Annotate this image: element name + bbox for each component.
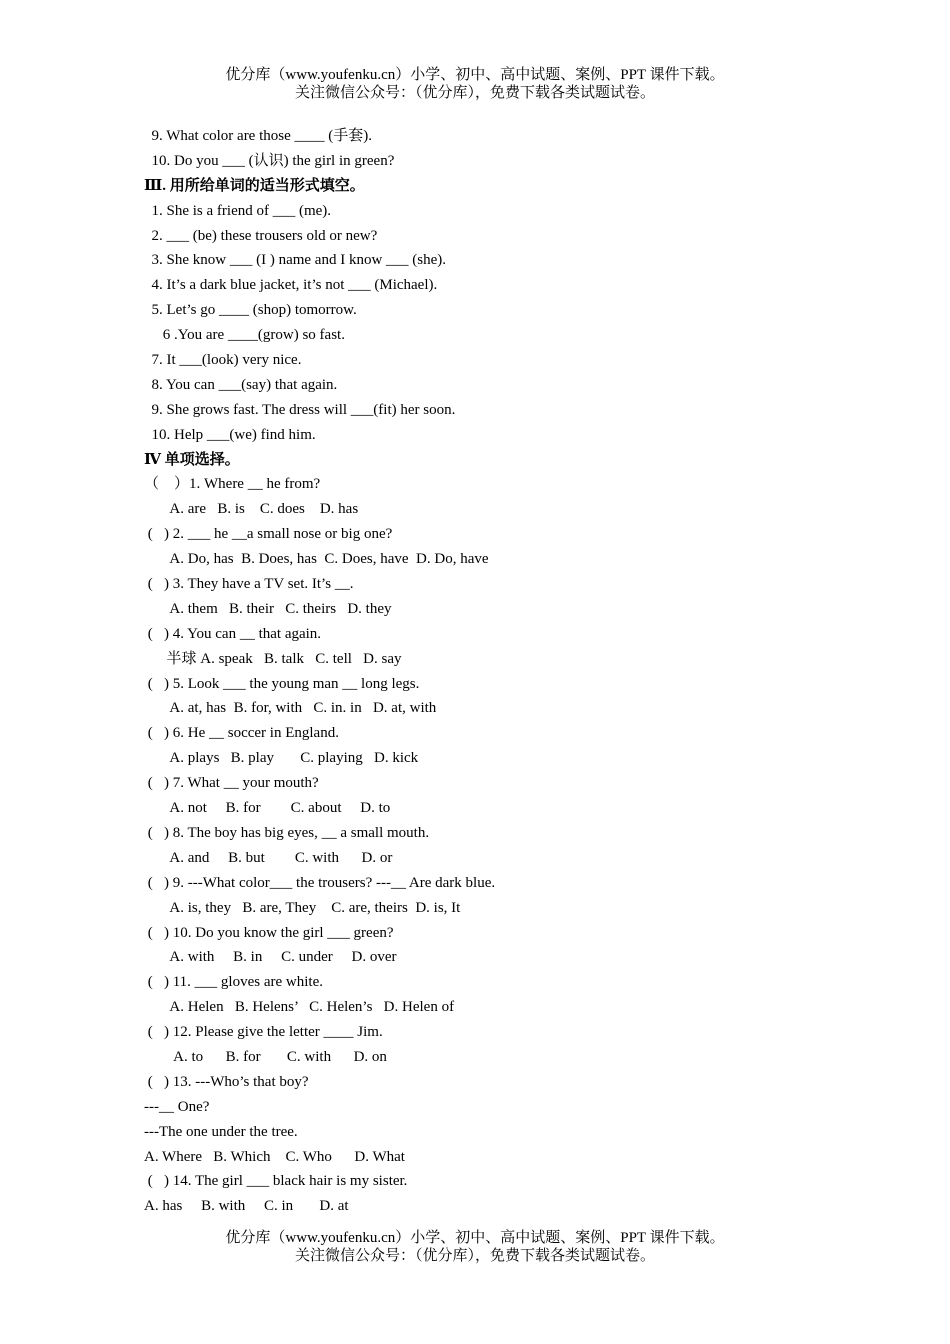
options-line: A. to B. for C. with D. on <box>144 1048 387 1065</box>
question-line: ( ) 2. ___ he __a small nose or big one? <box>144 526 393 543</box>
question-line: 1. She is a friend of ___ (me). <box>144 202 332 219</box>
question-line: （ ）1. Where __ he from? <box>144 476 321 493</box>
question-line: 8. You can ___(say) that again. <box>144 376 338 393</box>
question-line: 4. It’s a dark blue jacket, it’s not ___ (Michael). <box>144 277 438 294</box>
section-3-title: Ⅲ. 用所给单词的适当形式填空。 <box>144 177 365 194</box>
question-line: 5. Let’s go ____ (shop) tomorrow. <box>144 302 357 319</box>
footer-line-1: 优分库（www.youfenku.cn）小学、初中、高中试题、案例、PPT 课件下载。 <box>225 1230 725 1246</box>
question-line: ( ) 14. The girl ___ black hair is my sister. <box>144 1173 408 1190</box>
options-line: A. Where B. Which C. Who D. What <box>144 1148 405 1165</box>
question-line: 2. ___ (be) these trousers old or new? <box>144 227 378 244</box>
options-line: A. at, has B. for, with C. in. in D. at, with <box>144 700 437 717</box>
question-line: ( ) 13. ---Who’s that boy? <box>144 1073 309 1090</box>
question-line: 9. What color are those ____ (手套). <box>144 128 372 144</box>
dialogue-line: ---__ One? <box>144 1098 210 1115</box>
question-line: ( ) 11. ___ gloves are white. <box>144 974 323 991</box>
page-header <box>0 66 950 102</box>
options-line: A. is, they B. are, They C. are, theirs D. is, It <box>144 899 461 916</box>
question-line: ( ) 12. Please give the letter ____ Jim. <box>144 1024 383 1041</box>
options-line: A. not B. for C. about D. to <box>144 800 391 817</box>
options-line: A. with B. in C. under D. over <box>144 949 397 966</box>
options-line: A. are B. is C. does D. has <box>144 501 359 518</box>
question-line: ( ) 7. What __ your mouth? <box>144 775 319 792</box>
question-line: ( ) 3. They have a TV set. It’s __. <box>144 576 354 593</box>
question-line: ( ) 8. The boy has big eyes, __ a small mouth. <box>144 824 430 841</box>
question-line: 7. It ___(look) very nice. <box>144 352 302 369</box>
question-line: ( ) 4. You can __ that again. <box>144 625 322 642</box>
worksheet-content <box>144 124 844 1219</box>
question-line: 3. She know ___ (I ) name and I know ___ (she). <box>144 252 447 269</box>
options-line: A. them B. their C. theirs D. they <box>144 600 392 617</box>
question-line: ( ) 5. Look ___ the young man __ long legs. <box>144 675 420 692</box>
question-line: 10. Help ___(we) find him. <box>144 426 316 443</box>
section-4-title: Ⅳ 单项选择。 <box>144 451 240 468</box>
question-line: ( ) 9. ---What color___ the trousers? ---__ Are dark blue. <box>144 874 496 891</box>
options-line: A. and B. but C. with D. or <box>144 849 393 866</box>
footer-line-2: 关注微信公众号：（优分库），免费下载各类试题试卷。 <box>294 1248 655 1264</box>
question-line: 9. She grows fast. The dress will ___(fit) her soon. <box>144 401 456 418</box>
options-line: A. plays B. play C. playing D. kick <box>144 750 419 767</box>
header-line-2: 关注微信公众号：（优分库），免费下载各类试题试卷。 <box>294 85 655 101</box>
options-line: 半球 A. speak B. talk C. tell D. say <box>144 650 402 667</box>
header-line-1: 优分库（www.youfenku.cn）小学、初中、高中试题、案例、PPT 课件下载。 <box>225 67 725 83</box>
page-footer <box>0 1229 950 1265</box>
options-line: A. Do, has B. Does, has C. Does, have D. Do, have <box>144 551 489 568</box>
dialogue-line: ---The one under the tree. <box>144 1123 298 1140</box>
question-line: 10. Do you ___ (认识) the girl in green? <box>144 152 395 169</box>
options-line: A. Helen B. Helens’ C. Helen’s D. Helen of <box>144 999 455 1016</box>
options-line: A. has B. with C. in D. at <box>144 1198 349 1215</box>
question-line: ( ) 10. Do you know the girl ___ green? <box>144 924 394 941</box>
question-line: 6 .You are ____(grow) so fast. <box>144 327 345 344</box>
question-line: ( ) 6. He __ soccer in England. <box>144 725 339 742</box>
